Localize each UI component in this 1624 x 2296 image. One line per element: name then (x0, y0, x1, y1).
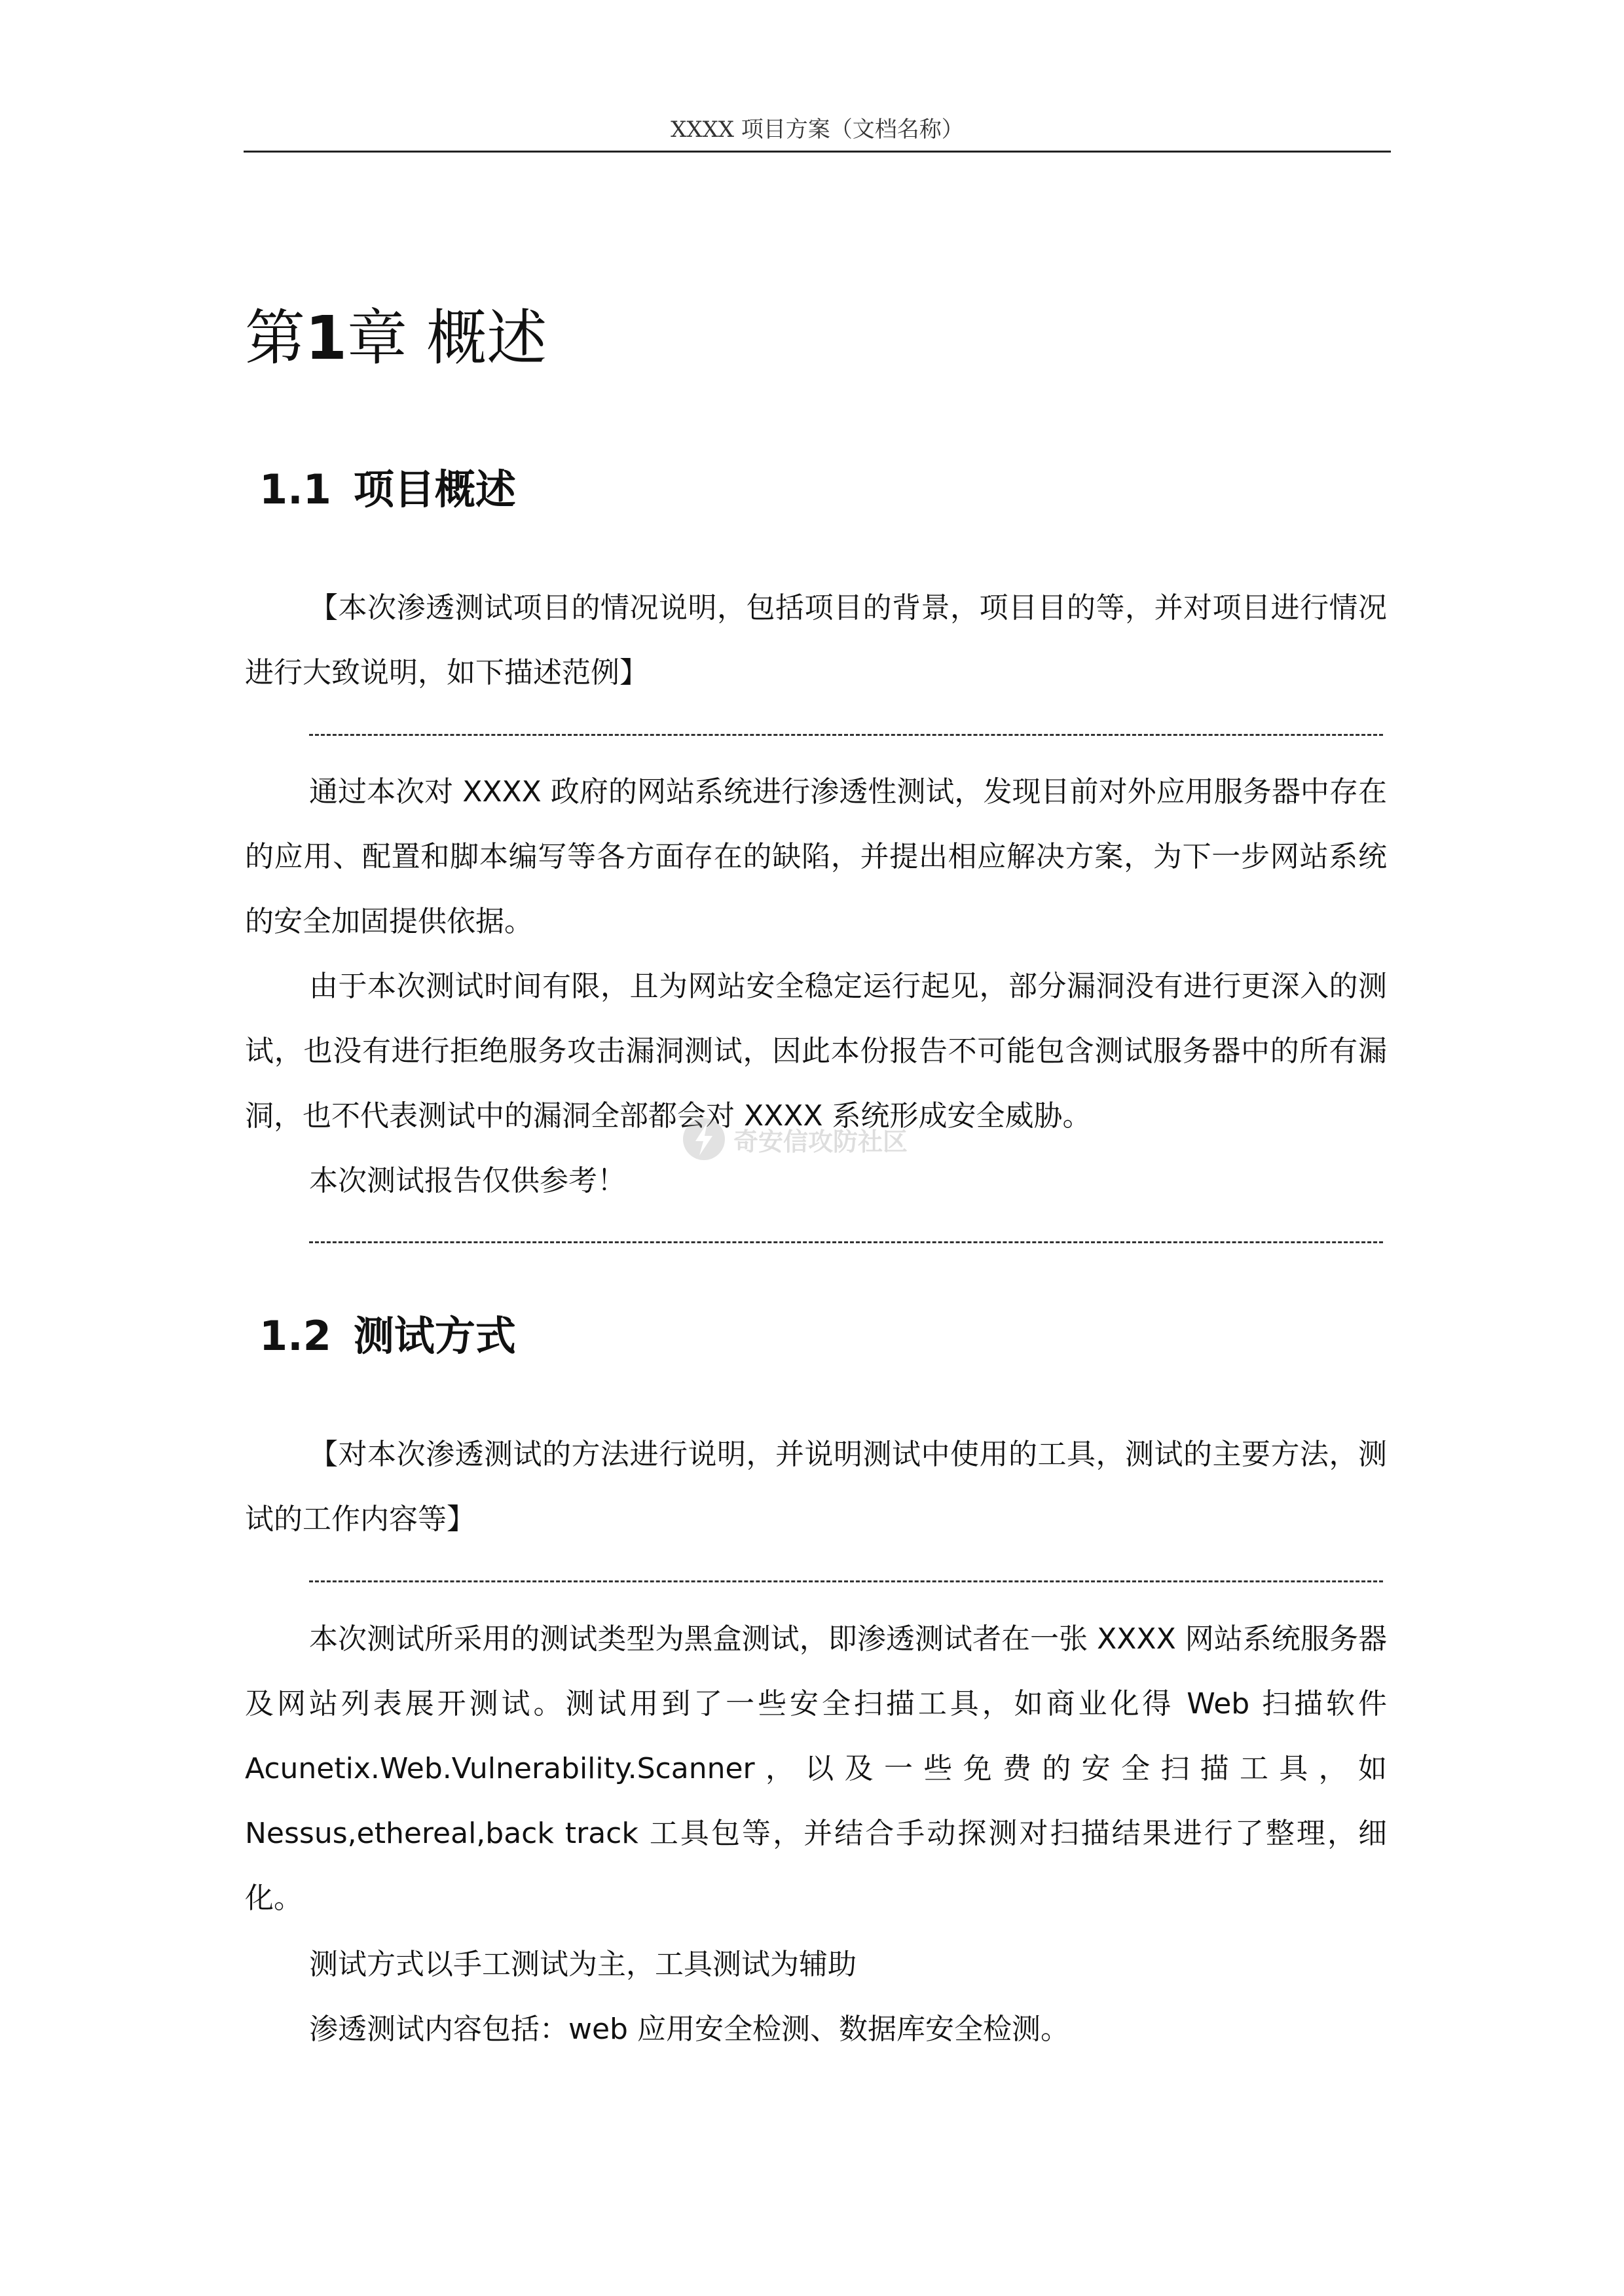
lightning-shield-icon (681, 1116, 727, 1162)
section-1-1-instruction: 【本次渗透测试项目的情况说明，包括项目的背景，项目目的等，并对项目进行情况进行大致说明，如下描述范例】 (245, 591, 1387, 689)
section-name: 测试方式 (353, 1312, 516, 1360)
section-number: 1.1 (259, 465, 331, 513)
section-1-2-paragraph: 渗透测试内容包括：web 应用安全检测、数据库安全检测。 (309, 2013, 1069, 2046)
chapter-title (245, 296, 547, 381)
dashed-separator (309, 1580, 1383, 1582)
section-heading-1-1 (259, 460, 516, 519)
section-heading-1-2 (259, 1307, 516, 1366)
section-1-1-paragraph: 由于本次测试时间有限，且为网站安全稳定运行起见，部分漏洞没有进行更深入的测试，也没有进行拒绝服务攻击漏洞测试，因此本份报告不可能包含测试服务器中的所有漏洞，也不代表测试中的漏洞全部都会对 XXXX 系统形成安全威胁。 (245, 970, 1387, 1133)
section-number: 1.2 (259, 1312, 331, 1360)
section-1-2-paragraph: 本次测试所采用的测试类型为黑盒测试，即渗透测试者在一张 XXXX 网站系统服务器及网站列表展开测试。测试用到了一些安全扫描工具，如商业化得 Web 扫描软件 Acunetix.Web.Vulnerability.Scanner，以及一些免费的安全扫描工具，如 Nessus,ethereal,back track 工具包等，并结合手动探测对扫描结果进行了整理，细化。 (245, 1622, 1387, 1915)
dashed-separator (309, 734, 1383, 736)
section-1-2-instruction: 【对本次渗透测试的方法进行说明，并说明测试中使用的工具，测试的主要方法，测试的工作内容等】 (245, 1438, 1387, 1536)
section-name: 项目概述 (353, 465, 516, 513)
running-header: XXXX 项目方案（文档名称） (244, 110, 1391, 153)
chapter-prefix: 第 (245, 303, 306, 373)
section-1-1-paragraph: 通过本次对 XXXX 政府的网站系统进行渗透性测试，发现目前对外应用服务器中存在的应用、配置和脚本编写等各方面存在的缺陷，并提出相应解决方案，为下一步网站系统的安全加固提供依据。 (245, 775, 1387, 938)
chapter-number: 1 (305, 303, 348, 373)
watermark (681, 1113, 908, 1165)
section-1-2-paragraph: 测试方式以手工测试为主，工具测试为辅助 (309, 1948, 857, 1981)
chapter-name: 概述 (426, 303, 547, 373)
section-1-1-note: 本次测试报告仅供参考！ (309, 1164, 626, 1197)
watermark-text: 奇安信攻防社区 (733, 1127, 908, 1156)
dashed-separator (309, 1241, 1383, 1243)
chapter-suffix: 章 (347, 303, 408, 373)
